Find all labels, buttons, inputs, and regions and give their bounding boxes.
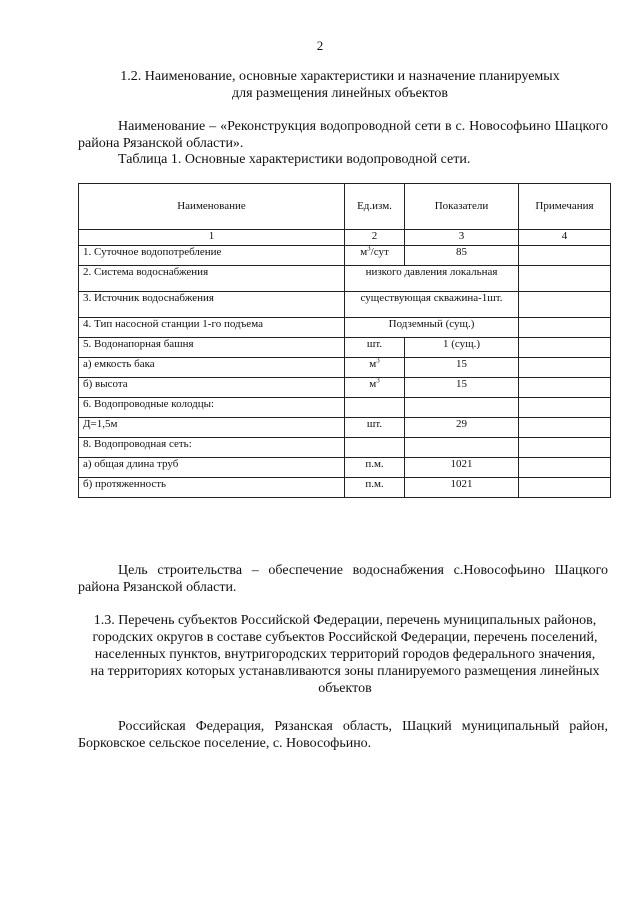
- row-value: [405, 398, 519, 418]
- row-name: 8. Водопроводная сеть:: [79, 438, 345, 458]
- row-value: 1 (сущ.): [405, 338, 519, 358]
- row-merged-value: низкого давления локальная: [345, 266, 519, 292]
- col-number: 3: [405, 230, 519, 246]
- row-name: Д=1,5м: [79, 418, 345, 438]
- section-1-2-title-line1: 1.2. Наименование, основные характеристики и назначение планируемых: [120, 69, 560, 84]
- row-value: [405, 438, 519, 458]
- row-name: 1. Суточное водопотребление: [79, 246, 345, 266]
- naming-paragraph: Наименование – «Реконструкция водопроводной сети в с. Новософьино Шацкого района Рязанской области».: [78, 119, 608, 151]
- row-value: 15: [405, 358, 519, 378]
- section-1-2-title: [80, 68, 600, 102]
- row-unit: п.м.: [345, 458, 405, 478]
- row-name: 6. Водопроводные колодцы:: [79, 398, 345, 418]
- row-note: [519, 338, 611, 358]
- row-note: [519, 418, 611, 438]
- row-note: [519, 438, 611, 458]
- row-name: 3. Источник водоснабжения: [79, 292, 345, 318]
- row-merged-value: Подземный (сущ.): [345, 318, 519, 338]
- table-row: [79, 438, 611, 458]
- row-unit: п.м.: [345, 478, 405, 498]
- header-unit: Ед.изм.: [345, 184, 405, 230]
- col-number: 2: [345, 230, 405, 246]
- section-1-3-title: 1.3. Перечень субъектов Российской Федерации, перечень муниципальных районов, городских округов в составе субъектов Российской Федерации, перечень поселений, населенных пунктов, внутригородских территорий городов федерального значения, на территориях которых устанавливаются зоны планируемого размещения линейных объектов: [90, 613, 600, 696]
- table-row: [79, 378, 611, 398]
- row-unit: шт.: [345, 338, 405, 358]
- row-value: 1021: [405, 458, 519, 478]
- table-row: [79, 478, 611, 498]
- page-number: 2: [316, 38, 324, 53]
- row-note: [519, 458, 611, 478]
- row-unit: шт.: [345, 418, 405, 438]
- row-name: 5. Водонапорная башня: [79, 338, 345, 358]
- table-row: [79, 338, 611, 358]
- table-number-row: [79, 230, 611, 246]
- goal-paragraph: Цель строительства – обеспечение водоснабжения с.Новософьино Шацкого района Рязанской области.: [78, 563, 608, 595]
- header-note: Примечания: [519, 184, 611, 230]
- header-name: Наименование: [79, 184, 345, 230]
- table-row: [79, 246, 611, 266]
- table-row: [79, 458, 611, 478]
- table-row: [79, 358, 611, 378]
- row-name: а) общая длина труб: [79, 458, 345, 478]
- row-note: [519, 292, 611, 318]
- row-unit: [345, 398, 405, 418]
- specs-table: [78, 183, 611, 498]
- row-value: 15: [405, 378, 519, 398]
- section-1-2-title-line2: для размещения линейных объектов: [231, 86, 449, 101]
- row-name: 4. Тип насосной станции 1-го подъема: [79, 318, 345, 338]
- table-row: [79, 292, 611, 318]
- row-unit: $м^3$: [345, 378, 405, 398]
- table-caption: Таблица 1. Основные характеристики водопроводной сети.: [118, 152, 471, 167]
- row-note: [519, 358, 611, 378]
- table-row: [79, 266, 611, 292]
- row-note: [519, 266, 611, 292]
- location-paragraph: Российская Федерация, Рязанская область, Шацкий муниципальный район, Борковское сельское поселение, с. Новософьино.: [78, 719, 608, 751]
- row-unit: [345, 438, 405, 458]
- row-value: 1021: [405, 478, 519, 498]
- row-note: [519, 398, 611, 418]
- table-row: [79, 418, 611, 438]
- row-unit: $м^3$: [345, 358, 405, 378]
- row-note: [519, 318, 611, 338]
- row-note: [519, 378, 611, 398]
- col-number: 1: [79, 230, 345, 246]
- row-note: [519, 246, 611, 266]
- row-name: 2. Система водоснабжения: [79, 266, 345, 292]
- row-unit: $м^3$/сут: [345, 246, 405, 266]
- row-name: б) высота: [79, 378, 345, 398]
- row-name: а) емкость бака: [79, 358, 345, 378]
- row-name: б) протяженность: [79, 478, 345, 498]
- table-row: [79, 318, 611, 338]
- row-value: 29: [405, 418, 519, 438]
- row-note: [519, 478, 611, 498]
- header-value: Показатели: [405, 184, 519, 230]
- table-row: [79, 398, 611, 418]
- col-number: 4: [519, 230, 611, 246]
- row-merged-value: существующая скважина-1шт.: [345, 292, 519, 318]
- row-value: 85: [405, 246, 519, 266]
- table-header-row: [79, 184, 611, 230]
